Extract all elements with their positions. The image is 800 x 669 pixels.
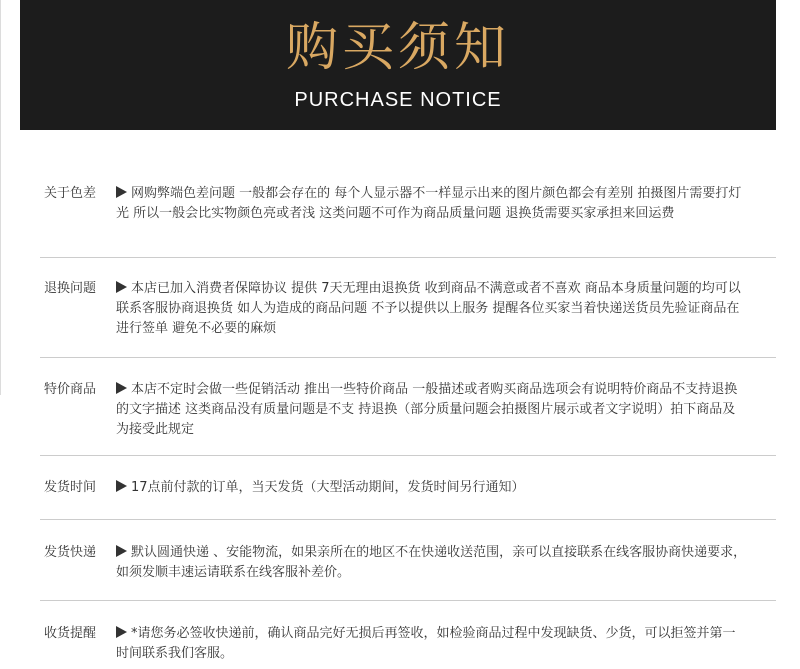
section-divider xyxy=(40,357,776,358)
section-divider xyxy=(40,519,776,520)
notice-body xyxy=(116,279,748,339)
page-subtitle: PURCHASE NOTICE xyxy=(294,89,502,111)
header-banner xyxy=(20,0,776,130)
play-arrow-icon xyxy=(116,281,127,293)
play-arrow-icon xyxy=(116,186,127,198)
notice-label: 发货快递 xyxy=(44,545,97,560)
notice-label: 特价商品 xyxy=(44,382,97,397)
notice-label: 退换问题 xyxy=(44,281,97,296)
notice-label: 收货提醒 xyxy=(44,626,97,641)
play-arrow-icon xyxy=(116,545,127,557)
play-arrow-icon xyxy=(116,382,127,394)
section-divider xyxy=(40,455,776,456)
notice-text: 本店已加入消费者保障协议 提供 7天无理由退换货 收到商品不满意或者不喜欢 商品本身质量问题的均可以联系客服协商退换货 如人为造成的商品问题 不予以提供以上服务 提醒各位买家当着快递送货员先验证商品在进行签单 避免不必要的麻烦 xyxy=(116,281,741,336)
notice-body xyxy=(116,624,748,664)
notice-text: 默认圆通快递 、安能物流，如果亲所在的地区不在快递收送范围，亲可以直接联系在线客服协商快递要求，如须发顺丰速运请联系在线客服补差价。 xyxy=(116,545,747,580)
page-title: 购买须知 xyxy=(285,18,510,78)
notice-label: 关于色差 xyxy=(44,186,97,201)
section-divider xyxy=(40,600,776,601)
play-arrow-icon xyxy=(116,626,127,638)
section-divider xyxy=(40,257,776,258)
notice-body xyxy=(116,543,748,583)
notice-text: 网购弊端色差问题 一般都会存在的 每个人显示器不一样显示出来的图片颜色都会有差别 拍摄图片需要打灯光 所以一般会比实物颜色亮或者浅 这类问题不可作为商品质量问题 退换货需要买家承担来回运费 xyxy=(116,186,742,221)
notice-text: *请您务必签收快递前，确认商品完好无损后再签收，如检验商品过程中发现缺货、少货，可以拒签并第一时间联系我们客服。 xyxy=(116,626,736,661)
notice-body xyxy=(116,380,748,440)
left-edge-rule xyxy=(0,0,1,395)
notice-text: 本店不定时会做一些促销活动 推出一些特价商品 一般描述或者购买商品选项会有说明特价商品不支持退换的文字描述 这类商品没有质量问题是不支 持退换（部分质量问题会拍摄图片展示或者文字说明）拍下商品及为接受此规定 xyxy=(116,382,738,437)
notice-text: 17点前付款的订单，当天发货（大型活动期间，发货时间另行通知） xyxy=(131,480,525,495)
notice-label: 发货时间 xyxy=(44,480,97,495)
notice-body xyxy=(116,184,748,224)
play-arrow-icon xyxy=(116,480,127,492)
notice-body xyxy=(116,478,748,498)
